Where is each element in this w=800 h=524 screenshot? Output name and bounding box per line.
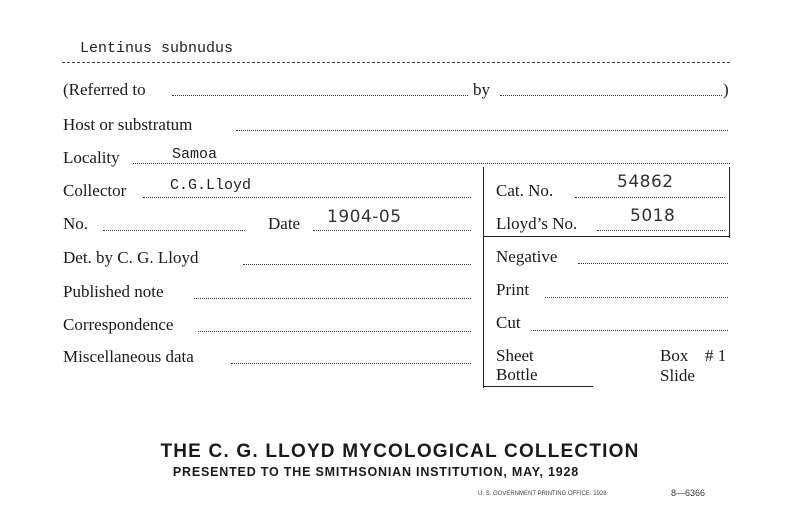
no-field[interactable] (103, 230, 245, 231)
locality-value: Samoa (172, 146, 218, 163)
cat-no-value: 54862 (617, 172, 674, 192)
locality-field[interactable] (133, 163, 730, 164)
date-field[interactable] (313, 230, 471, 231)
date-value: 1904-05 (327, 207, 402, 227)
close-paren: ) (723, 80, 729, 99)
collector-label: Collector (63, 181, 127, 200)
print-label: Print (496, 280, 530, 299)
catalog-box-divider (483, 236, 730, 237)
lloyds-no-value: 5018 (630, 206, 676, 226)
published-note-field[interactable] (194, 298, 471, 299)
name-rule (62, 62, 730, 63)
box-label: Box (660, 346, 689, 365)
catalog-box-left-border (483, 167, 484, 388)
cat-no-field[interactable] (575, 197, 725, 198)
slide-label: Slide (660, 366, 695, 385)
cut-field[interactable] (531, 330, 728, 331)
collector-field[interactable] (143, 197, 471, 198)
referred-to-field[interactable] (172, 95, 468, 96)
negative-field[interactable] (578, 263, 728, 264)
det-by-label: Det. by C. G. Lloyd (63, 248, 199, 267)
negative-label: Negative (496, 247, 558, 266)
collection-subtitle: PRESENTED TO THE SMITHSONIAN INSTITUTION, MAY, 1928 (172, 465, 580, 479)
collection-title: THE C. G. LLOYD MYCOLOGICAL COLLECTION (160, 441, 640, 462)
host-label: Host or substratum (63, 115, 193, 134)
date-label: Date (268, 214, 301, 233)
by-field[interactable] (500, 95, 722, 96)
locality-label: Locality (63, 148, 120, 167)
catalog-box-bottom (483, 386, 593, 387)
specimen-name: Lentinus subnudus (80, 40, 234, 57)
correspondence-field[interactable] (198, 331, 471, 332)
cat-no-label: Cat. No. (496, 181, 554, 200)
correspondence-label: Correspondence (63, 315, 174, 334)
referred-to-label: (Referred to (63, 80, 146, 99)
print-field[interactable] (545, 297, 728, 298)
by-label: by (473, 80, 490, 99)
published-note-label: Published note (63, 282, 164, 301)
collector-value: C.G.Lloyd (170, 177, 252, 194)
lloyds-no-label: Lloyd’s No. (496, 214, 578, 233)
box-value: # 1 (705, 346, 727, 365)
no-label: No. (63, 214, 89, 233)
det-by-field[interactable] (243, 264, 471, 265)
misc-data-field[interactable] (231, 363, 471, 364)
lloyds-no-field[interactable] (597, 230, 725, 231)
sheet-label: Sheet (496, 346, 534, 365)
host-field[interactable] (236, 130, 728, 131)
bottle-label: Bottle (496, 365, 538, 384)
catalog-box-right-border (729, 167, 730, 238)
cut-label: Cut (496, 313, 521, 332)
misc-data-label: Miscellaneous data (63, 347, 194, 366)
form-number: 8—6366 (671, 488, 706, 498)
printer-imprint: U. S. GOVERNMENT PRINTING OFFICE: 1928 (478, 491, 607, 497)
